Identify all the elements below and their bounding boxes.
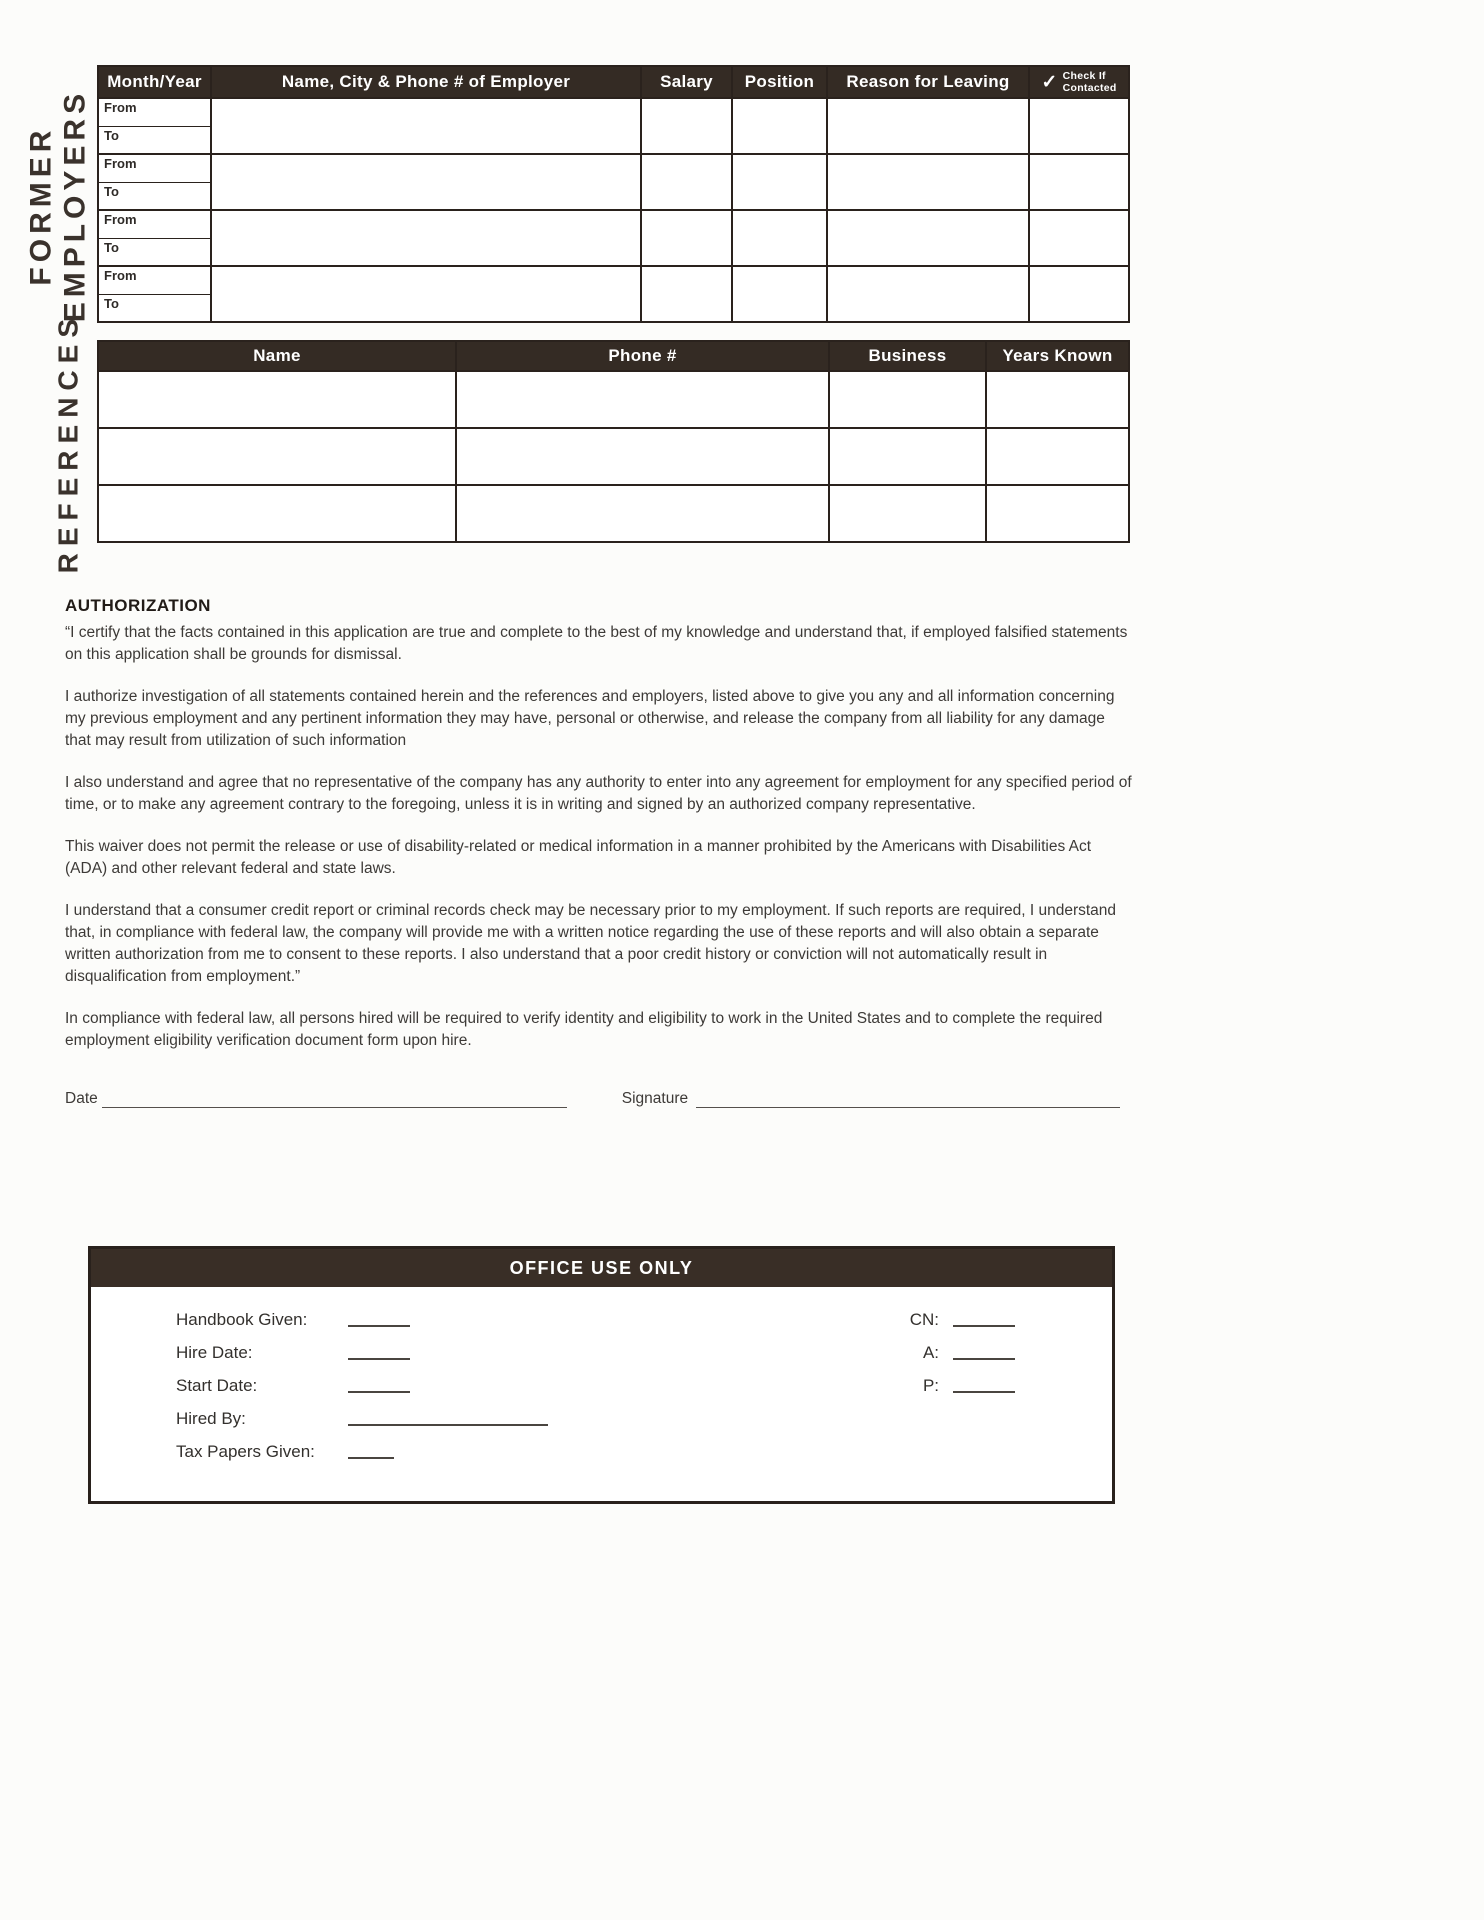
header-salary: Salary <box>641 66 732 98</box>
hire-date-blank <box>348 1356 410 1360</box>
former-employers-table <box>97 65 1130 323</box>
employer-row-3-from <box>98 210 1129 238</box>
ref-business-cell <box>829 428 986 485</box>
employer-row-2-from <box>98 154 1129 182</box>
office-left-column <box>176 1301 548 1466</box>
salary-cell <box>641 98 732 154</box>
from-label: From <box>98 154 211 182</box>
hired-by-label: Hired By: <box>176 1409 246 1428</box>
office-use-only-body <box>91 1287 1112 1504</box>
former-employers-header-row <box>98 66 1129 98</box>
authorization-paragraph: I understand that a consumer credit report or criminal records check may be necessary prior to my employment. If such reports are required, I understand that, in compliance with federal law, the company will provide me with a written notice regarding the use of these reports and will also obtain a separate written authorization from me to consent to these reports. I also understand that a poor credit history or conviction will not automatically result in disqualification from employment.” <box>65 902 1117 985</box>
position-cell <box>732 98 827 154</box>
a-label: A: <box>922 1343 939 1362</box>
office-field-start-date <box>176 1367 548 1400</box>
tax-papers-given-label: Tax Papers Given: <box>176 1442 315 1461</box>
ref-business-cell <box>829 485 986 542</box>
header-check-line1: Check If <box>1062 69 1106 82</box>
to-label: To <box>98 238 211 266</box>
check-mark-icon: ✓ <box>1041 71 1058 93</box>
start-date-label: Start Date: <box>176 1376 258 1395</box>
from-label: From <box>98 98 211 126</box>
office-field-p <box>891 1367 1015 1400</box>
former-employers-label-line2: EMPLOYERS <box>58 88 91 323</box>
references-table <box>97 340 1130 543</box>
a-blank <box>953 1356 1015 1360</box>
header-position: Position <box>732 66 827 98</box>
from-label: From <box>98 210 211 238</box>
ref-years-cell <box>986 428 1129 485</box>
office-field-hire-date <box>176 1334 548 1367</box>
ref-name-cell <box>98 371 456 428</box>
authorization-paragraph: I also understand and agree that no representative of the company has any authority to enter into any agreement for employment for any specified period of time, or to make any agreement contrary to the foregoing, unless it is in writing and signed by an authorized company representative. <box>65 774 1132 813</box>
ref-phone-cell <box>456 428 829 485</box>
signature-label: Signature <box>621 1090 689 1107</box>
references-header-row <box>98 341 1129 371</box>
p-blank <box>953 1389 1015 1393</box>
office-field-tax-papers-given <box>176 1433 548 1466</box>
office-use-only-box <box>88 1246 1115 1504</box>
header-ref-phone: Phone # <box>456 341 829 371</box>
employer-row-4-from <box>98 266 1129 294</box>
reference-row-2 <box>98 428 1129 485</box>
office-field-cn <box>891 1301 1015 1334</box>
cn-label: CN: <box>909 1310 939 1329</box>
reason-cell <box>827 154 1029 210</box>
signature-blank-line <box>696 1093 1120 1108</box>
ref-years-cell <box>986 371 1129 428</box>
reason-cell <box>827 98 1029 154</box>
salary-cell <box>641 266 732 322</box>
handbook-given-label: Handbook Given: <box>176 1310 308 1329</box>
employer-row-1-from <box>98 98 1129 126</box>
hired-by-blank <box>348 1422 548 1426</box>
cn-blank <box>953 1323 1015 1327</box>
reference-row-3 <box>98 485 1129 542</box>
reference-row-1 <box>98 371 1129 428</box>
position-cell <box>732 210 827 266</box>
authorization-section <box>65 596 1133 1072</box>
authorization-title: AUTHORIZATION <box>65 596 211 615</box>
start-date-blank <box>348 1389 410 1393</box>
office-field-hired-by <box>176 1400 548 1433</box>
header-ref-business: Business <box>829 341 986 371</box>
date-blank-line <box>102 1093 567 1108</box>
salary-cell <box>641 210 732 266</box>
date-label: Date <box>65 1090 98 1107</box>
ref-phone-cell <box>456 371 829 428</box>
office-right-column <box>891 1301 1015 1400</box>
employer-cell <box>211 98 641 154</box>
contacted-cell <box>1029 266 1129 322</box>
header-ref-name: Name <box>98 341 456 371</box>
authorization-paragraph: “I certify that the facts contained in this application are true and complete to the best of my knowledge and understand that, if employed falsified statements on this application shall be grounds for dismissal. <box>65 624 1128 663</box>
header-reason: Reason for Leaving <box>827 66 1029 98</box>
contacted-cell <box>1029 154 1129 210</box>
references-section-label: REFERENCES <box>52 311 84 574</box>
authorization-paragraph: I authorize investigation of all statements contained herein and the references and employers, listed above to give you any and all information concerning my previous employment and any pertinent information they may have, personal or otherwise, and release the company from all liability for any damage that may result from utilization of such information <box>65 688 1115 749</box>
ref-years-cell <box>986 485 1129 542</box>
employer-cell <box>211 210 641 266</box>
office-use-only-title: OFFICE USE ONLY <box>91 1249 1112 1287</box>
ref-name-cell <box>98 485 456 542</box>
p-label: P: <box>922 1376 939 1395</box>
former-employers-label-line1: FORMER <box>24 125 58 286</box>
reason-cell <box>827 266 1029 322</box>
header-employer: Name, City & Phone # of Employer <box>211 66 641 98</box>
from-label: From <box>98 266 211 294</box>
office-field-handbook-given <box>176 1301 548 1334</box>
header-check-contacted <box>1029 66 1129 98</box>
to-label: To <box>98 294 211 322</box>
ref-business-cell <box>829 371 986 428</box>
authorization-paragraph: In compliance with federal law, all persons hired will be required to verify identity and eligibility to work in the United States and to complete the required employment eligibility verification document form upon hire. <box>65 1010 1103 1049</box>
header-month-year: Month/Year <box>98 66 211 98</box>
handbook-given-blank <box>348 1323 410 1327</box>
reason-cell <box>827 210 1029 266</box>
employer-cell <box>211 154 641 210</box>
employer-cell <box>211 266 641 322</box>
header-ref-years-known: Years Known <box>986 341 1129 371</box>
tax-papers-given-blank <box>348 1455 394 1459</box>
date-signature-row <box>65 1090 1120 1108</box>
to-label: To <box>98 182 211 210</box>
hire-date-label: Hire Date: <box>176 1343 253 1362</box>
contacted-cell <box>1029 98 1129 154</box>
to-label: To <box>98 126 211 154</box>
ref-name-cell <box>98 428 456 485</box>
salary-cell <box>641 154 732 210</box>
header-check-line2: Contacted <box>1062 82 1117 94</box>
authorization-paragraph: This waiver does not permit the release or use of disability-related or medical information in a manner prohibited by the Americans with Disabilities Act (ADA) and other relevant federal and state laws. <box>65 838 1092 877</box>
ref-phone-cell <box>456 485 829 542</box>
contacted-cell <box>1029 210 1129 266</box>
office-field-a <box>891 1334 1015 1367</box>
position-cell <box>732 266 827 322</box>
position-cell <box>732 154 827 210</box>
